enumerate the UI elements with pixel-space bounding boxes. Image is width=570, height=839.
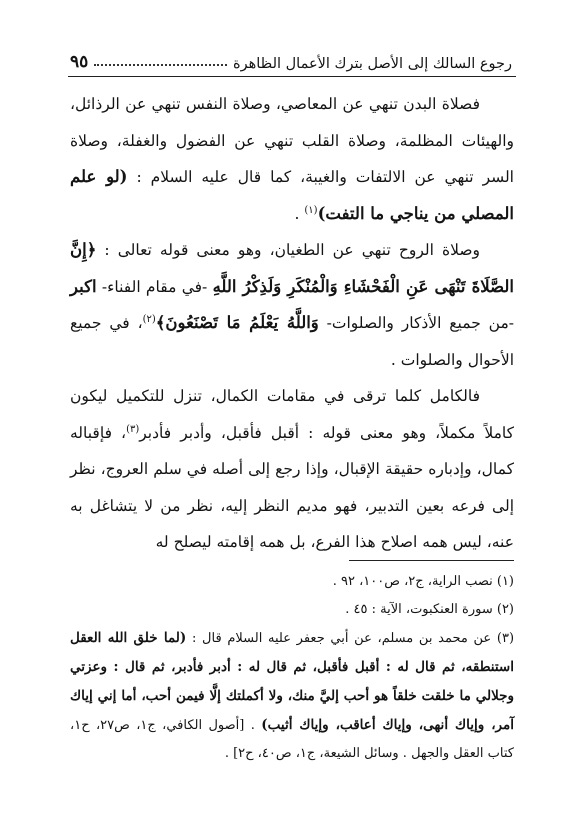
paragraph-text: فصلاة البدن تنهي عن المعاصي، وصلاة النفس تنهي عن الرذائل، والهيئات المظلمة، وصلاة القلب تنهي عن الفضول والغفلة، وصلاة السر تنهي عن الالتفات والغيبة، كما قال [70, 95, 514, 186]
paragraph-3 [70, 378, 514, 561]
footnotes [70, 568, 514, 768]
footnote-citation: . [أصول الكافي، ج١، ص٢٧، ح١، كتاب العقل والجهل . وسائل الشيعة، ج١، ص٤٠، ح٢] . [70, 718, 514, 761]
quran-verse: ﴿إِنَّ الصَّلَاةَ تَنْهَى عَنِ الْفَحْشَاءِ وَالْمُنْكَرِ وَلَذِكْرُ اللَّهِ [70, 240, 514, 296]
footnote-ref-1[interactable]: (١) [304, 204, 318, 216]
header-title: رجوع السالك إلى الأصل بترك الأعمال الظاهرة [233, 56, 512, 72]
footnote-text: قال : [186, 631, 228, 646]
body-text [70, 86, 514, 561]
footnote-text: (٣) عن محمد بن مسلم، عن أبي جعفر [290, 631, 515, 646]
footnote-separator [349, 560, 514, 561]
paragraph-text: : [127, 168, 151, 186]
hadith-quote: (لو علم المصلي من يناجي ما التفت) [70, 167, 514, 223]
paragraph-text: -من جميع الأذكار والصلوات- [318, 314, 514, 332]
quran-verse-word: اكبر [70, 276, 97, 296]
page-number: ٩٥ [70, 52, 89, 72]
paragraph-text: ، في جميع الأحوال والصلوات . [70, 314, 514, 369]
paragraph-text: فالكامل كلما ترقى في مقامات الكمال، تنزل للتكميل ليكون كاملاً مكملاً، وهو معنى قوله : أقبل فأقبل، وأدبر فأدبر [70, 387, 514, 442]
paragraph-1 [70, 86, 514, 232]
running-header [70, 44, 512, 72]
paragraph-text: -في مقام الفناء- [96, 277, 213, 296]
footnote-2: (٢) سورة العنكبوت، الآية : ٤٥ . [345, 602, 514, 617]
footnote-ref-3[interactable]: (٣) [126, 423, 140, 435]
honorific: عليه السلام [227, 631, 291, 646]
footnote-1: (١) نصب الراية، ج٢، ص١٠٠، ٩٢ . [332, 574, 514, 589]
quran-verse: وَاللَّهُ يَعْلَمُ مَا تَصْنَعُونَ﴾ [155, 313, 319, 332]
paragraph-text: وصلاة الروح تنهي عن الطغيان، وهو معنى قوله تعالى : [96, 241, 480, 259]
honorific: عليه السلام [150, 168, 229, 186]
paragraph-text: ، فإقباله كمال، وإدباره حقيقة الإقبال، وإذا رجع إلى أصله في سلم العروج، نظر إلى فرعه بعين التدبير، فهو مديم النظر إليه، نظر من لا يتشاغل به عنه، ليس همه اصلاح هذا الفرع، بل همه إقامته ليصلح له [70, 423, 514, 551]
hadith-quote: (لما خلق الله العقل استنطقه، ثم قال له : أقبل فأقبل، ثم قال له : أدبر فأدبر، ثم قال : وعزتي وجلالي ما خلقت خلقاً هو أحب إليَّ منك، ولا أكملتك إلَّا فيمن أحب، أما إني إياك آمر، وإياك أنهى، وإياك أعاقب، وإياك أثيب) [70, 630, 514, 733]
header-dot-leader [94, 64, 227, 66]
footnote-3 [70, 624, 514, 768]
header-rule [68, 76, 516, 77]
paragraph-text: . [294, 204, 305, 223]
footnote-ref-2[interactable]: (٢) [142, 313, 156, 325]
paragraph-2 [70, 232, 514, 378]
